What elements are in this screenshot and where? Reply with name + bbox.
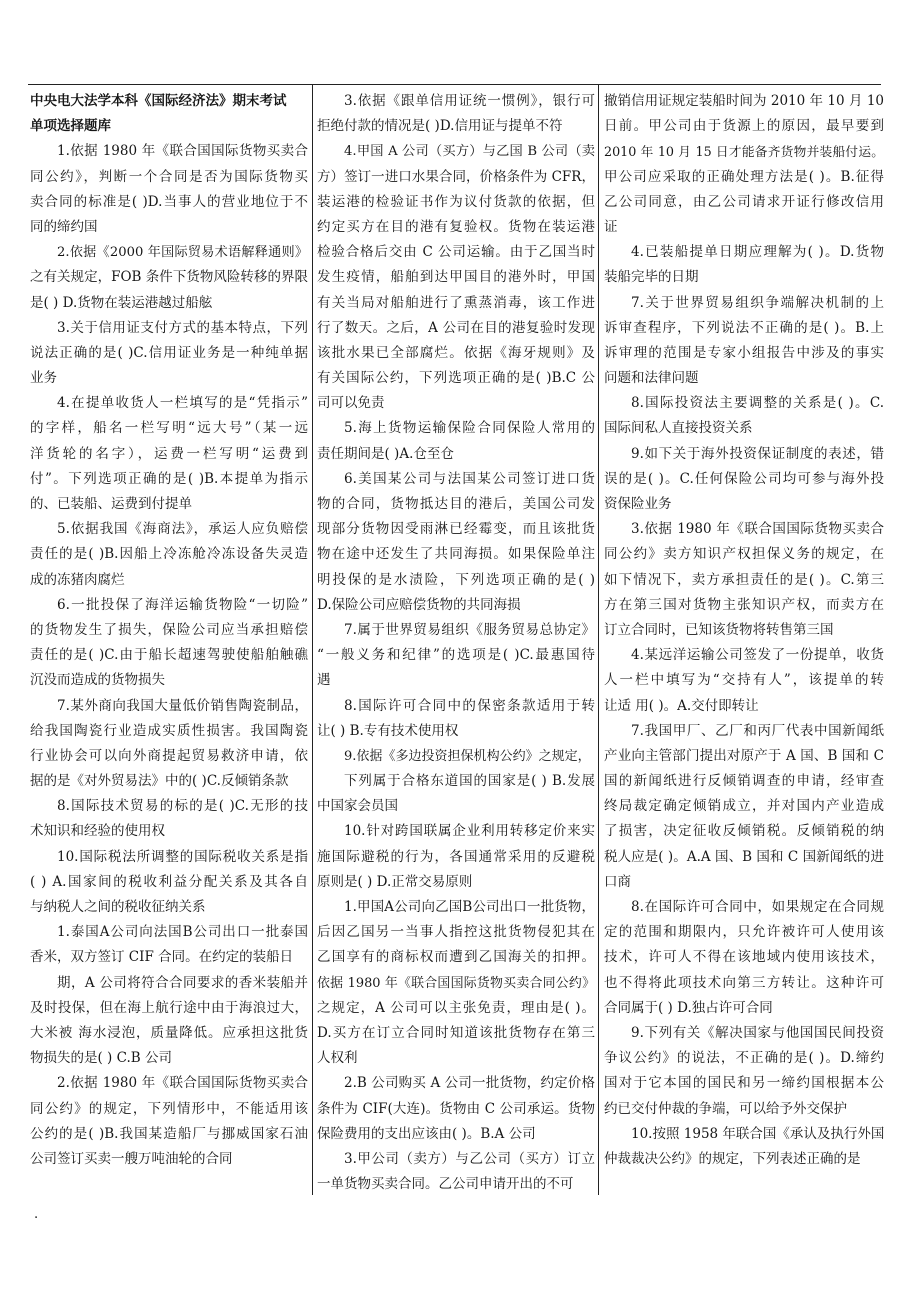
text-line: 之有关规定，FOB 条件下货物风险转移的界限 [30,269,308,286]
text-line: 问题和法律问题 [604,370,699,387]
text-line: 7.某外商向我国大量低价销售陶瓷制品， [57,697,308,714]
text-line: “一般义务和纪律”的选项是( )C.最惠国待 [317,647,595,664]
text-line: 发生疫情，船舶到达甲国目的港外时，甲国 [317,269,595,286]
text-line: 原则是( ) D.正常交易原则 [317,873,473,890]
text-line: 5.海上货物运输保险合同保险人常用的 [344,420,595,437]
text-line: 同公约》的规定，下列情形中，不能适用该 [30,1100,308,1117]
text-line: 司可以免责 [317,395,385,412]
text-line: 的、已装船、运费到付提单 [30,496,192,512]
text-line: 误的是( )。C.任何保险公司均可参与海外投 [604,470,884,487]
text-line: 该批水果已全部腐烂。依据《海牙规则》及 [317,344,595,361]
text-line: 同的缔约国 [30,218,98,235]
text-line: ( ) A.国家间的税收利益分配关系及其各自 [30,873,308,890]
text-line: 7.属于世界贸易组织《服务贸易总协定》 [344,621,595,638]
text-line: 订立合同时，已知该货物将转售第三国 [604,621,834,638]
text-line: 4.甲国 A 公司（买方）与乙国 B 公司（卖 [344,144,595,160]
top-rule [28,84,881,85]
text-line: 7.我国甲厂、乙厂和丙厂代表中国新闻纸 [631,722,884,739]
text-line: 香米，双方签订 CIF 合同。在约定的装船日 [30,949,294,966]
column-divider [312,85,313,1195]
text-line: 保险费用的支出应该由( )。B.A 公司 [317,1125,536,1142]
document-title-line: 单项选择题库 [30,118,111,135]
text-line: 物损失的是( ) C.B 公司 [30,1050,172,1067]
text-line: 产业向主管部门提出对原产于 A 国、B 国和 C [604,747,884,764]
text-line: 公司签订买卖一艘万吨油轮的合同 [30,1150,233,1167]
text-line: 是( ) D.货物在装运港越过船舷 [30,294,213,311]
text-line: 一单货物买卖合同。乙公司申请开出的不可 [317,1176,574,1193]
text-line: 8.国际投资法主要调整的关系是( )。C. [631,395,884,412]
text-line: 4.在提单收货人一栏填写的是“凭指示” [57,395,308,412]
column-3 [604,89,884,1172]
text-line: 8.在国际许可合同中，如果规定在合同规 [631,899,884,915]
text-line: 国的新闻纸进行反倾销调查的申请，经审查 [604,773,884,790]
text-line: 付”。下列选项正确的是( )B.本提单为指示 [30,470,308,487]
text-line: 8.国际许可合同中的保密条款适用于转 [344,697,595,714]
text-line: 与纳税人之间的税收征纳关系 [30,899,206,915]
text-line: 9.下列有关《解决国家与他国国民间投资 [631,1024,884,1041]
text-line: 明投保的是水渍险，下列选项正确的是( ) [317,571,595,588]
text-line: 术知识和经验的使用权 [30,823,165,840]
text-line: 装船完毕的日期 [604,269,699,286]
text-line: 争议公约》的说法，不正确的是( )。D.缔约 [604,1050,884,1067]
text-line: 说法正确的是( )C.信用证业务是一种纯单据 [30,344,308,361]
text-line: 同公约》，判断一个合同是否为国际货物买 [30,168,308,185]
text-line: 撤销信用证规定装船时间为 2010 年 10 月 10 [604,93,884,109]
text-line: 1.依据 1980 年《联合国国际货物买卖合 [57,143,308,160]
text-line: 10.国际税法所调整的国际税收关系是指 [57,848,308,865]
text-line: 证 [604,218,618,235]
text-line: 3.甲公司（卖方）与乙公司（买方）订立 [344,1150,595,1167]
text-line: 中国家会员国 [317,798,398,815]
text-line: 成的冻猪肉腐烂 [30,571,125,588]
text-line: 物的合同，货物抵达目的港后，美国公司发 [317,496,595,512]
text-line: 合同属于( ) D.独占许可合同 [604,999,773,1016]
text-line: 条件为 CIF(大连)。货物由 C 公司承运。货物 [317,1100,595,1117]
text-line: 技术，许可人不得在该地域内使用该技术， [604,949,884,966]
text-line: 乙公司同意，由乙公司请求开证行修改信用 [604,193,884,210]
text-line: 3.关于信用证支付方式的基本特点，下列 [57,319,308,336]
text-line: 国对于它本国的国民和另一缔约国根据本公 [604,1075,884,1092]
text-line: 了损害，决定征收反倾销税。反倾销税的纳 [604,823,884,840]
text-line: 施国际避税的行为，各国通常采用的反避税 [317,848,595,865]
text-line: 乙国享有的商标权而遭到乙国海关的扣押。 [317,949,595,966]
text-line: D.保险公司应赔偿货物的共同海损 [317,596,521,613]
text-line: 国际间私人直接投资关系 [604,420,753,437]
text-line: 9.依据《多边投资担保机构公约》之规定， [344,748,591,764]
document-title-line: 中央电大法学本科《国际经济法》期末考试 [30,93,287,109]
text-line: 给我国陶瓷行业造成实质性损害。我国陶瓷 [30,722,308,739]
text-line: 4.某远洋运输公司签发了一份提单，收货 [631,647,884,664]
text-line: 责任的是( )B.因船上冷冻舱冷冻设备失灵造 [30,546,308,563]
text-line: 让适 用( )。A.交付即转让 [604,697,759,714]
text-line: 5.依据我国《海商法》，承运人应负赔偿 [57,521,308,538]
column-2 [317,89,595,1197]
text-line: 口商 [604,873,631,890]
text-line: 行了数天。之后，A 公司在目的港复验时发现 [317,319,595,336]
text-line: 甲公司应采取的正确处理方法是( )。B.征得 [604,168,884,185]
text-line: 诉审查程序，下列说法不正确的是( )。B.上 [604,319,884,336]
text-line: 9.如下关于海外投资保证制度的表述，错 [631,445,884,462]
text-line: 2.依据 1980 年《联合国国际货物买卖合 [57,1075,308,1092]
text-line: 行业协会可以向外商提起贸易救济申请，依 [30,747,308,764]
text-line: 终局裁定确定倾销成立，并对国内产业造成 [604,798,884,815]
text-line: 拒绝付款的情况是( )D.信用证与提单不符 [317,118,563,135]
text-line: 责任期间是( )A.仓至仓 [317,445,454,462]
text-line: 仲裁裁决公约》的规定，下列表述正确的是 [604,1150,861,1167]
text-line: 让( ) B.专有技术使用权 [317,722,459,739]
text-line: 资保险业务 [604,496,672,512]
text-line: 约定买方在目的港有复验权。货物在装运港 [317,218,595,235]
text-line: 定的范围和期限内，只允许被许可人使用该 [604,924,884,941]
text-line: 公约的是( )B.我国某造船厂与挪威国家石油 [30,1125,308,1142]
text-line: 有关当局对船舶进行了熏蒸消毒，该工作进 [317,294,595,311]
text-line: 责任的是( )C.由于船长超速驾驶使船舶触礁 [30,647,308,664]
text-line: 及时投保，但在海上航行途中由于海浪过大， [30,999,308,1016]
footer-mark: . [34,1207,39,1222]
text-line: 业务 [30,370,57,387]
text-line: 10.针对跨国联属企业利用转移定价来实 [344,823,595,840]
text-line: 方）签订一进口水果合同，价格条件为 CFR， [317,168,595,185]
text-line: 7.关于世界贸易组织争端解决机制的上 [631,294,884,311]
text-line: 也不得将此项技术向第三方转让。这种许可 [604,974,884,991]
text-line: 税人应是( )。A.A 国、B 国和 C 国新闻纸的进 [604,848,884,865]
text-line: 8.国际技术贸易的标的是( )C.无形的技 [57,798,308,815]
text-line: 下列属于合格东道国的国家是( ) B.发展 [344,773,595,790]
text-line: 人一栏中填写为“交持有人”，该提单的转 [604,672,884,689]
text-line: 装运港的检验证书作为议付货款的依据，但 [317,193,595,210]
text-line: 人权利 [317,1050,358,1067]
text-line: 约已交付仲裁的争端，可以给予外交保护 [604,1100,847,1117]
text-line: 依据 1980 年《联合国国际货物买卖合同公约》 [317,975,595,991]
text-line: 1.甲国A公司向乙国B公司出口一批货物， [344,899,595,915]
text-line: 3.依据 1980 年《联合国国际货物买卖合 [631,521,884,538]
text-line: 检验合格后交由 C 公司运输。由于乙国当时 [317,244,595,261]
text-line: 2010 年 10 月 15 日才能备齐货物并装船付运。 [604,144,884,160]
text-line: 现部分货物因受雨淋已经霉变，而且该批货 [317,521,595,538]
column-1 [30,89,308,1172]
text-line: 日前。甲公司由于货源上的原因，最早要到 [604,118,884,135]
text-line: 期，A 公司将符合合同要求的香米装船并 [57,974,308,991]
text-line: 物在途中还发生了共同海损。如果保险单注 [317,546,595,563]
text-line: 有关国际公约，下列选项正确的是( )B.C 公 [317,370,595,387]
text-line: 沉没而造成的货物损失 [30,672,165,689]
text-line: 诉审理的范围是专家小组报告中涉及的事实 [604,344,884,361]
text-line: 大米被 海水浸泡，质量降低。应承担这批货 [30,1024,308,1041]
text-line: 据的是《对外贸易法》中的( )C.反倾销条款 [30,773,289,790]
text-line: 如下情况下，卖方承担责任的是( )。C.第三 [604,571,884,588]
text-line: 遇 [317,672,331,689]
text-line: 后因乙国另一当事人指控这批货物侵犯其在 [317,924,595,941]
text-line: D.买方在订立合同时知道该批货物存在第三 [317,1024,595,1041]
text-line: 卖合同的标准是( )D.当事人的营业地位于不 [30,193,308,210]
text-line: 4.已装船提单日期应理解为( )。D.货物 [631,244,884,261]
text-line: 6.美国某公司与法国某公司签订进口货 [344,470,595,487]
text-line: 洋货轮的名字），运费一栏写明“运费到 [30,445,308,462]
text-line: 6.一批投保了海洋运输货物险“一切险” [57,596,308,613]
text-line: 2.B 公司购买 A 公司一批货物，约定价格 [344,1075,595,1092]
text-line: 方在第三国对货物主张知识产权，而卖方在 [604,596,884,613]
text-line: 之规定，A 公司可以主张免责，理由是( )。 [317,999,595,1016]
column-divider [598,85,599,1195]
text-line: 10.按照 1958 年联合国《承认及执行外国 [631,1125,885,1142]
text-line: 3.依据《跟单信用证统一惯例》，银行可 [344,93,595,109]
text-line: 1.泰国A公司向法国B公司出口一批泰国 [57,924,308,941]
text-line: 2.依据《2000 年国际贸易术语解释通则》 [57,245,308,261]
text-line: 的货物发生了损失，保险公司应当承担赔偿 [30,621,308,638]
text-line: 同公约》卖方知识产权担保义务的规定，在 [604,546,884,563]
text-line: 的字样，船名一栏写明“远大号”（某一远 [30,420,308,437]
